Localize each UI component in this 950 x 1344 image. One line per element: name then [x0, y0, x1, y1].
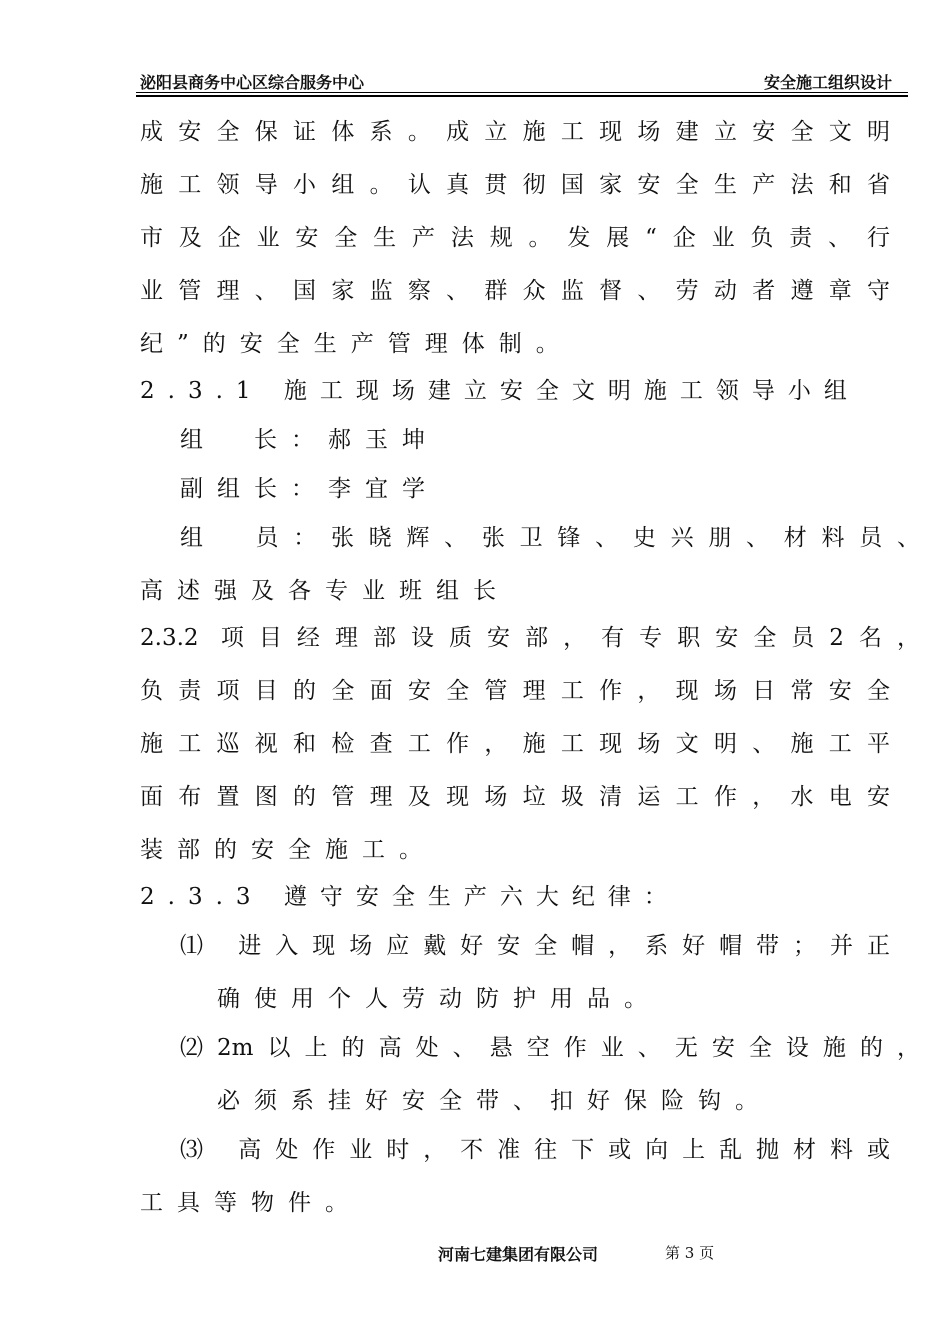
- paragraph-line: 面布置图的管理及现场垃圾清运工作，水电安: [140, 784, 890, 810]
- leader-line: 组 长：郝玉坤: [180, 427, 439, 453]
- paragraph-line: 装部的安全施工。: [140, 837, 436, 863]
- header-rule: [136, 92, 908, 93]
- rule-item-1: ⑴ 进入现场应戴好安全帽，系好帽带；并正: [180, 933, 890, 959]
- rule-item-2-cont: 必须系挂好安全带、扣好保险钩。: [217, 1088, 772, 1114]
- paragraph-line: 纪”的安全生产管理体制。: [140, 331, 573, 357]
- paragraph-line: 市及企业安全生产法规。发展“企业负责、行: [140, 225, 890, 251]
- footer-company-name: 河南七建集团有限公司: [438, 1245, 599, 1264]
- section-heading-2-3-1: 2.3.1 施工现场建立安全文明施工领导小组: [140, 378, 860, 404]
- rule-item-1-cont: 确使用个人劳动防护用品。: [217, 986, 661, 1012]
- rule-item-2: ⑵2m以上的高处、悬空作业、无安全设施的，: [180, 1035, 920, 1061]
- paragraph-line: 业管理、国家监察、群众监督、劳动者遵章守: [140, 278, 890, 304]
- section-heading-2-3-3: 2.3.3 遵守安全生产六大纪律：: [140, 884, 680, 910]
- paragraph-line: 施工领导小组。认真贯彻国家安全生产法和省: [140, 172, 890, 198]
- header-rule-bold: [136, 95, 908, 97]
- page-number: 第 3 页: [665, 1244, 715, 1262]
- members-line-cont: 高述强及各专业班组长: [140, 578, 510, 604]
- rule-item-3: ⑶ 高处作业时，不准往下或向上乱抛材料或: [180, 1137, 890, 1163]
- rule-item-3-cont: 工具等物件。: [140, 1190, 362, 1216]
- section-heading-2-3-2: 2.3.2 项目经理部设质安部，有专职安全员2名，: [140, 625, 920, 651]
- paragraph-line: 负责项目的全面安全管理工作，现场日常安全: [140, 678, 890, 704]
- header-project-name: 泌阳县商务中心区综合服务中心: [140, 73, 365, 92]
- deputy-leader-line: 副组长：李宜学: [180, 476, 439, 502]
- header-document-title: 安全施工组织设计: [763, 73, 892, 92]
- paragraph-line: 施工巡视和检查工作，施工现场文明、施工平: [140, 731, 890, 757]
- members-line: 组 员：张晓辉、张卫锋、史兴朋、材料员、: [180, 525, 920, 551]
- paragraph-line: 成安全保证体系。成立施工现场建立安全文明: [140, 119, 890, 145]
